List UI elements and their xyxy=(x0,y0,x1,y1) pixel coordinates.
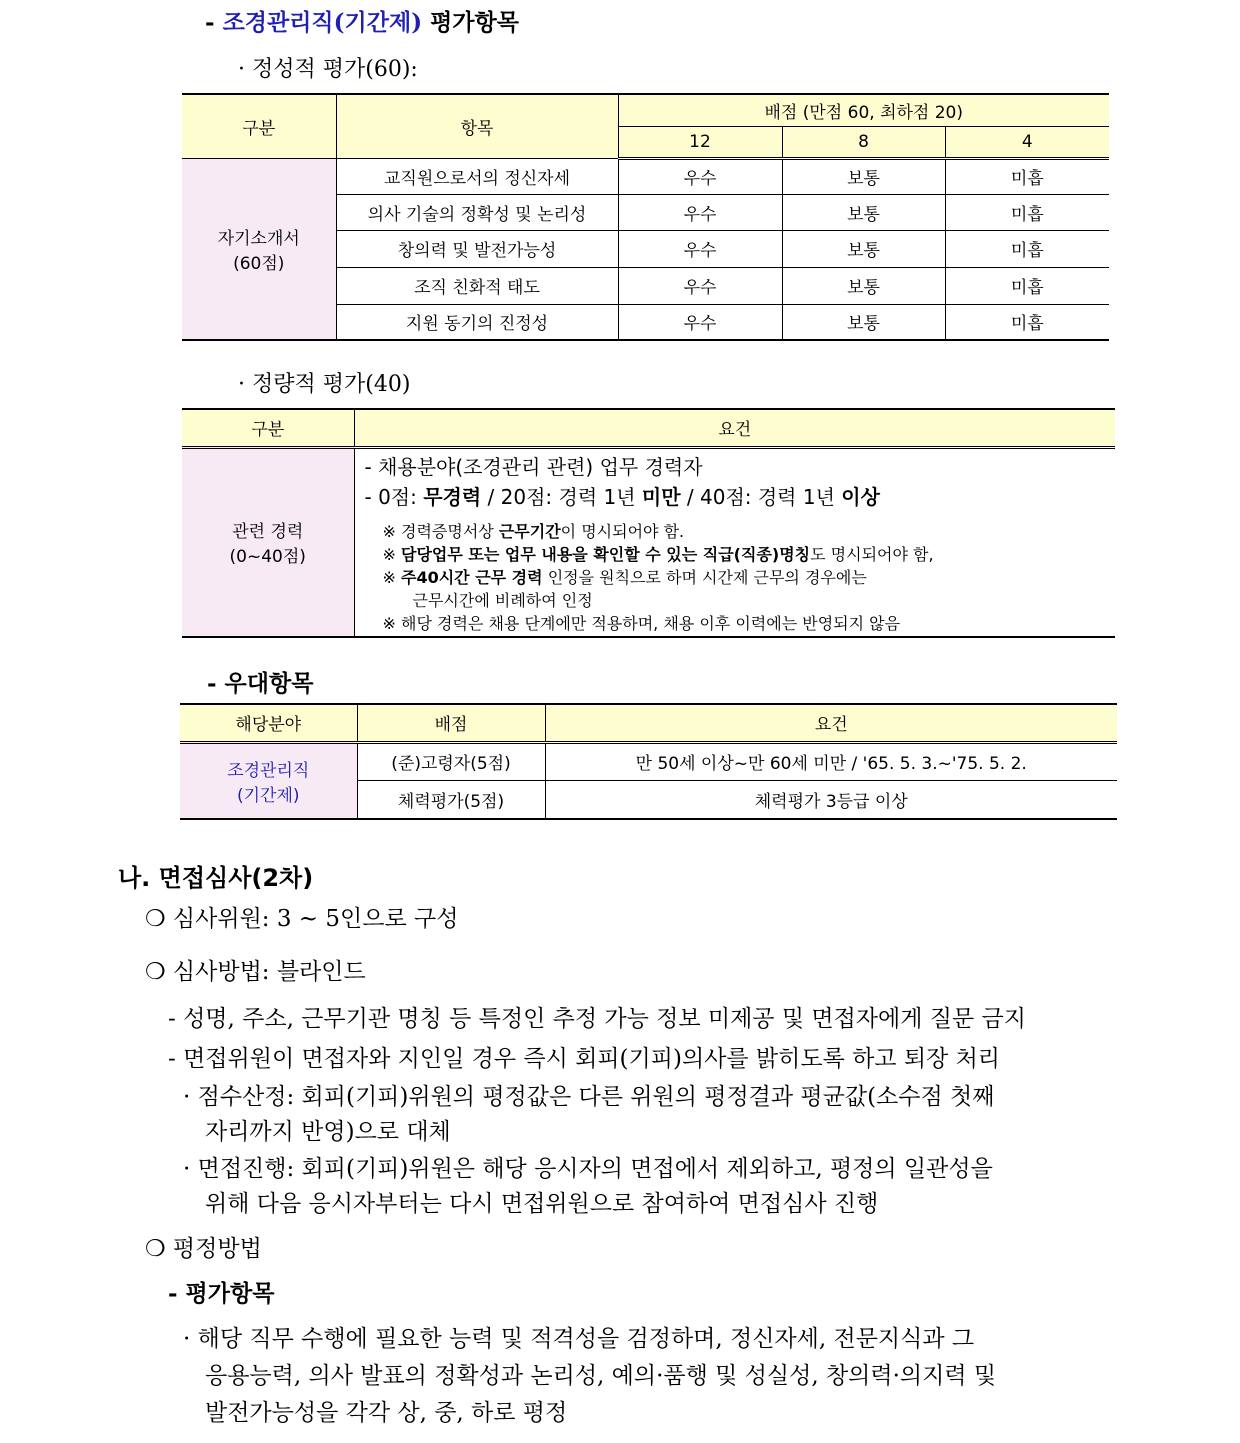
quant-note2-a: ※ xyxy=(382,544,401,564)
quant-req-line2-d: 미만 xyxy=(641,484,681,509)
quant-heading: · 정량적 평가(40) xyxy=(238,372,411,397)
qual-row-item: 창의력 및 발전가능성 xyxy=(336,230,618,267)
quant-req-line2 xyxy=(365,482,1116,512)
rating-dash: - 평가항목 xyxy=(168,1280,275,1307)
rating-dot-l1: · 해당 직무 수행에 필요한 능력 및 적격성을 검정하며, 정신자세, 전문지식과 그 xyxy=(183,1326,975,1352)
section-title-name: 조경관리직(기간제) xyxy=(222,9,423,36)
quant-req-line2-c: / 20점: 경력 1년 xyxy=(481,484,642,509)
method-dot-1-l1: · 점수산정: 회피(기피)위원의 평정값은 다른 위원의 평정결과 평균값(소수점 첫째 xyxy=(183,1084,995,1110)
quant-note2-b: 담당업무 또는 업무 내용을 확인할 수 있는 직급(직종)명칭 xyxy=(401,544,811,564)
section-title-suffix: 평가항목 xyxy=(430,9,519,36)
method-dash-2: - 면접위원이 면접자와 지인일 경우 즉시 회피(기피)의사를 밝히도록 하고 퇴장 처리 xyxy=(168,1046,1001,1072)
bullet-judges: ❍ 심사위원: 3 ~ 5인으로 구성 xyxy=(145,906,459,932)
qual-row-g1: 우수 xyxy=(618,158,782,194)
quant-table xyxy=(182,408,1115,638)
pref-row-req: 만 50세 이상~만 60세 미만 / '65. 5. 3.~'75. 5. 2. xyxy=(545,742,1117,780)
quant-col-req: 요건 xyxy=(354,409,1115,447)
quant-col-category: 구분 xyxy=(182,409,354,447)
qual-category-line1: 자기소개서 xyxy=(217,228,300,249)
interview-title: 나. 면접심사(2차) xyxy=(118,864,314,892)
pref-field-cell xyxy=(180,742,357,819)
qual-row-g3: 미흡 xyxy=(945,194,1109,230)
quant-note3-a: ※ xyxy=(382,567,401,587)
qual-row-g2: 보통 xyxy=(782,230,945,267)
pref-heading: - 우대항목 xyxy=(207,670,314,697)
qual-row-g2: 보통 xyxy=(782,194,945,230)
qual-row-g1: 우수 xyxy=(618,194,782,230)
quant-note2-c: 도 명시되어야 함, xyxy=(810,544,934,564)
quant-note3 xyxy=(365,566,1116,589)
pref-col-field: 해당분야 xyxy=(180,704,357,742)
pref-field-line2: (기간제) xyxy=(236,785,300,806)
qual-row-g2: 보통 xyxy=(782,267,945,304)
bullet-rating: ❍ 평정방법 xyxy=(145,1236,262,1262)
method-dash-1: - 성명, 주소, 근무기관 명칭 등 특정인 추정 가능 정보 미제공 및 면접자에게 질문 금지 xyxy=(168,1006,1026,1032)
rating-dot-l3: 발전가능성을 각각 상, 중, 하로 평정 xyxy=(205,1400,568,1426)
qual-score-8: 8 xyxy=(782,126,945,158)
quant-note1-b: 근무기간 xyxy=(498,521,561,541)
qual-row-g1: 우수 xyxy=(618,304,782,340)
quant-note2 xyxy=(365,543,1116,566)
qual-table xyxy=(182,93,1109,341)
quant-note4: ※ 해당 경력은 채용 단계에만 적용하며, 채용 이후 이력에는 반영되지 않음 xyxy=(382,613,901,633)
qual-row-item: 조직 친화적 태도 xyxy=(336,267,618,304)
bullet-method: ❍ 심사방법: 블라인드 xyxy=(145,959,366,985)
pref-field-line1: 조경관리직 xyxy=(227,760,310,781)
qual-row-g1: 우수 xyxy=(618,267,782,304)
qual-row-g1: 우수 xyxy=(618,230,782,267)
pref-col-req: 요건 xyxy=(545,704,1117,742)
qual-row-g3: 미흡 xyxy=(945,304,1109,340)
section-title xyxy=(205,4,519,37)
method-dot-2-l1: · 면접진행: 회피(기피)위원은 해당 응시자의 면접에서 제외하고, 평정의 일관성을 xyxy=(183,1156,993,1182)
section-title-dash: - xyxy=(205,9,215,36)
quant-req-line2-b: 무경력 xyxy=(423,484,482,509)
quant-req-line2-f: 이상 xyxy=(841,484,880,509)
quant-category-cell xyxy=(182,447,354,637)
quant-req-line2-a: - 0점: xyxy=(364,484,424,509)
quant-req-cell xyxy=(354,447,1115,637)
quant-note1-c: 이 명시되어야 함. xyxy=(560,521,685,541)
method-dot-2-l2: 위해 다음 응시자부터는 다시 면접위원으로 참여하여 면접심사 진행 xyxy=(205,1191,879,1217)
qual-row-g2: 보통 xyxy=(782,304,945,340)
qual-row-g3: 미흡 xyxy=(945,267,1109,304)
qual-col-item: 항목 xyxy=(336,94,618,158)
rating-dot-l2: 응용능력, 의사 발표의 정확성과 논리성, 예의·품행 및 성실성, 창의력·의지력 및 xyxy=(205,1363,997,1389)
quant-req-line1: - 채용분야(조경관리 관련) 업무 경력자 xyxy=(364,454,703,479)
quant-note1-a: ※ 경력증명서상 xyxy=(382,521,499,541)
pref-row-score: (준)고령자(5점) xyxy=(357,742,545,780)
qual-row-g3: 미흡 xyxy=(945,230,1109,267)
pref-row-req: 체력평가 3등급 이상 xyxy=(545,780,1117,819)
pref-row-score: 체력평가(5점) xyxy=(357,780,545,819)
quant-category-line1: 관련 경력 xyxy=(232,522,304,543)
qual-row-item: 의사 기술의 정확성 및 논리성 xyxy=(336,194,618,230)
qual-heading: · 정성적 평가(60): xyxy=(238,57,418,82)
qual-col-score: 배점 (만점 60, 최하점 20) xyxy=(618,94,1109,126)
quant-note3-b: 주40시간 근무 경력 xyxy=(401,567,543,587)
qual-row-g2: 보통 xyxy=(782,158,945,194)
method-dot-1-l2: 자리까지 반영)으로 대체 xyxy=(205,1119,451,1145)
qual-row-item: 지원 동기의 진정성 xyxy=(336,304,618,340)
qual-category-line2: (60점) xyxy=(233,253,285,274)
quant-note3-cont: 근무시간에 비례하여 인정 xyxy=(412,590,593,610)
qual-score-4: 4 xyxy=(945,126,1109,158)
qual-score-12: 12 xyxy=(618,126,782,158)
quant-note1 xyxy=(365,520,1116,543)
qual-category-cell xyxy=(182,158,336,340)
quant-note3-c: 인정을 원칙으로 하며 시간제 근무의 경우에는 xyxy=(542,567,867,587)
quant-req-line2-e: / 40점: 경력 1년 xyxy=(680,484,842,509)
qual-col-category: 구분 xyxy=(182,94,336,158)
qual-row-item: 교직원으로서의 정신자세 xyxy=(336,158,618,194)
pref-col-score: 배점 xyxy=(357,704,545,742)
quant-category-line2: (0~40점) xyxy=(229,547,306,568)
pref-table xyxy=(180,703,1117,820)
qual-row-g3: 미흡 xyxy=(945,158,1109,194)
